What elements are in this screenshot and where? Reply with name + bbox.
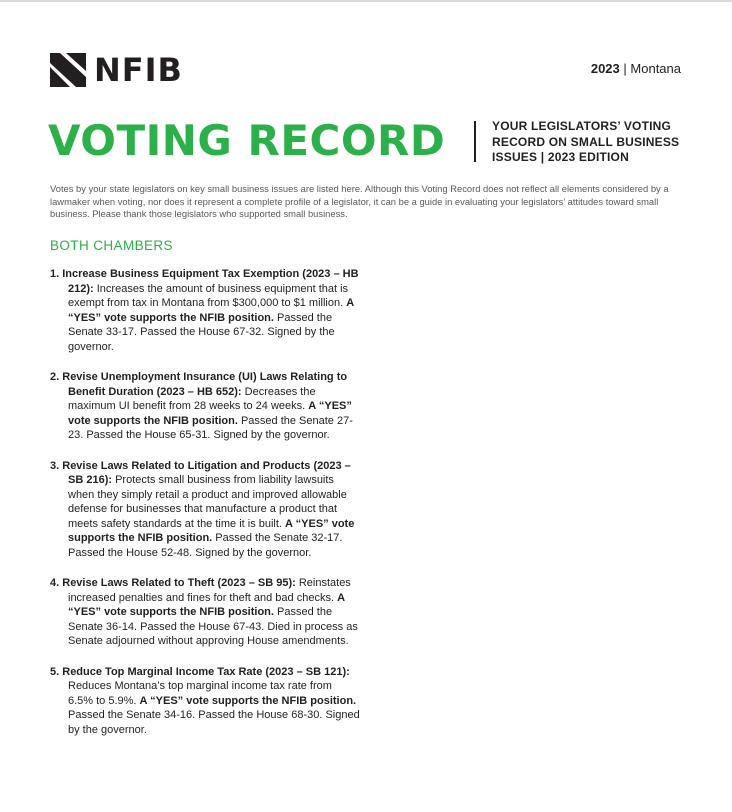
bill-description: Reduces Montana’s top marginal income tax rate from 6.5% to 5.9%. (68, 680, 332, 707)
bill-name: Revise Laws Related to Theft (2023 – SB 95): (62, 577, 296, 589)
bill-description: Decreases the maximum UI benefit from 28 weeks to 24 weeks. (68, 385, 316, 412)
bill-name: Reduce Top Marginal Income Tax Rate (2023 – SB 121): (62, 665, 350, 678)
bill-item (50, 459, 360, 561)
edition-separator: | (623, 61, 627, 76)
bill-position: A “YES” vote supports the NFIB position. (68, 400, 352, 427)
bill-number: 4. (50, 577, 60, 589)
bill-description: Increases the amount of business equipment that is exempt from tax in Montana from $300,000 to $1 million. (68, 282, 349, 309)
edition-label (591, 61, 681, 76)
bill-item (50, 370, 360, 443)
bill-number: 5. (50, 665, 60, 678)
bill-outcome: Passed the Senate 36-14. Passed the House 67-43. Died in process as Senate adjourned without approving House amendments. (68, 606, 358, 647)
edition-state: Montana (630, 61, 681, 76)
bill-number: 2. (50, 371, 60, 383)
intro-paragraph: Votes by your state legislators on key small business issues are listed here. Although this Voting Record does not reflect all elements considered by a lawmaker when voting, nor does it represent a complete profile of a legislator, it can be a guide in evaluating your legislators’ attitudes toward small business. Please thank those legislators who supported small business. (50, 183, 669, 220)
bill-number: 3. (50, 459, 60, 472)
bill-item (50, 576, 360, 649)
bill-item (50, 267, 360, 354)
bill-position: A “YES” vote supports the NFIB position. (68, 517, 355, 544)
section-heading: BOTH CHAMBERS (50, 238, 173, 253)
bill-name: Revise Laws Related to Litigation and Products (2023 – SB 216): (62, 459, 351, 486)
edition-year: 2023 (590, 61, 620, 76)
page-subtitle: YOUR LEGISLATORS’ VOTING RECORD ON SMALL BUSINESS ISSUES | 2023 EDITION (492, 119, 680, 164)
nfib-logo-mark-icon (50, 53, 86, 87)
bill-outcome: Passed the Senate 27-23. Passed the House 65-31. Signed by the governor. (68, 414, 353, 441)
bill-list (50, 267, 360, 753)
nfib-logo (50, 50, 183, 90)
bill-number: 1. (50, 268, 60, 280)
bill-item (50, 665, 360, 738)
bill-position: A “YES” vote supports the NFIB position. (68, 591, 345, 618)
bill-description: Reinstates increased penalties and fines for theft and bad checks. (68, 577, 351, 604)
bill-position: A “YES” vote supports the NFIB position. (139, 694, 357, 707)
title-divider (474, 121, 476, 162)
bill-position: A “YES” vote supports the NFIB position. (68, 297, 354, 324)
logo-text: NFIB (94, 51, 183, 89)
top-rule (0, 0, 732, 2)
bill-description: Protects small business from liability lawsuits when they simply retail a product and improved allowable defense for businesses that manufacture a product that meets safety standards at the time it is built. (68, 474, 347, 530)
bill-name: Increase Business Equipment Tax Exemption (2023 – HB 212): (62, 268, 359, 295)
bill-outcome: Passed the Senate 34-16. Passed the House 68-30. Signed by the governor. (68, 709, 360, 736)
bill-name: Revise Unemployment Insurance (UI) Laws Relating to Benefit Duration (2023 – HB 652): (62, 371, 348, 398)
page-title: VOTING RECORD (48, 116, 446, 165)
bill-outcome: Passed the Senate 32-17. Passed the House 52-48. Signed by the governor. (68, 532, 343, 559)
bill-outcome: Passed the Senate 33-17. Passed the House 67-32. Signed by the governor. (68, 311, 335, 353)
